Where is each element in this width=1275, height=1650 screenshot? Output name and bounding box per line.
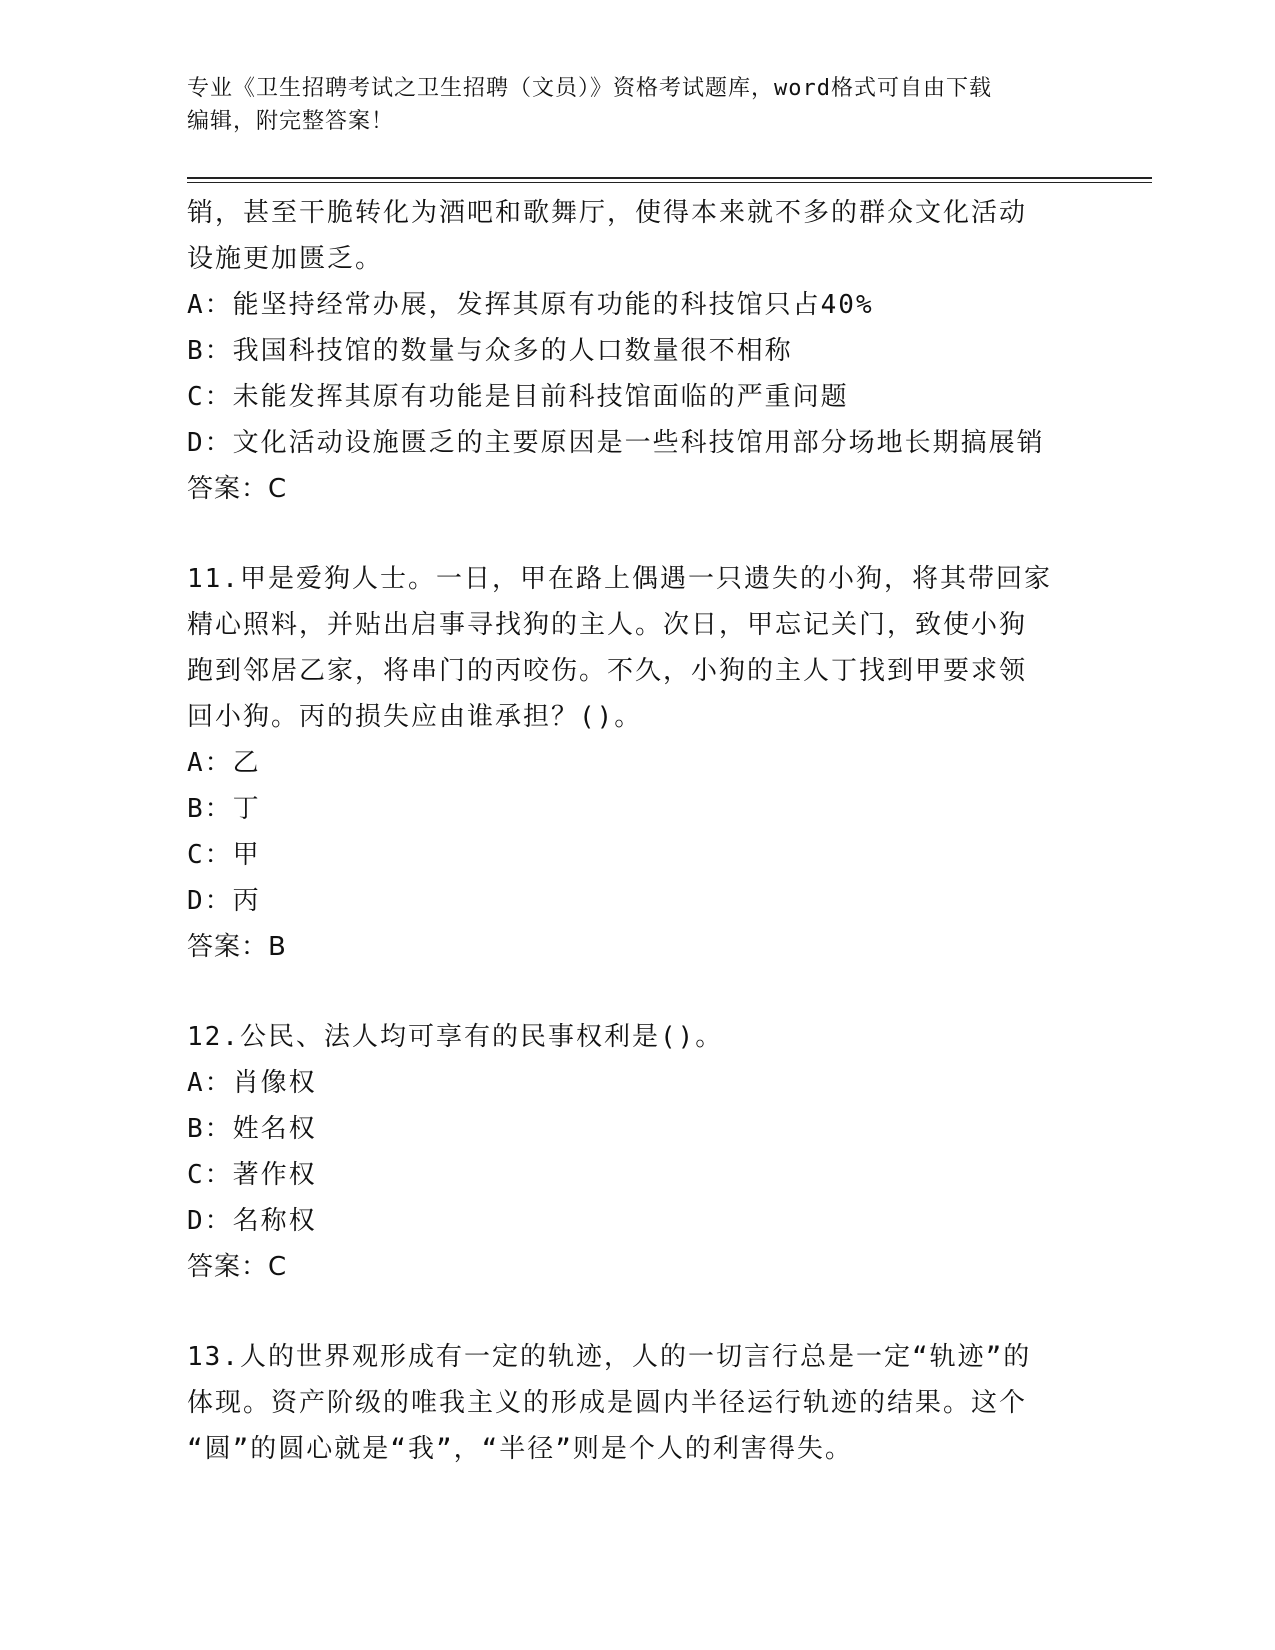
question-text-line: 精心照料，并贴出启事寻找狗的主人。次日，甲忘记关门，致使小狗 [187,610,1028,640]
option-d: D：名称权 [187,1206,317,1236]
option-b: B：姓名权 [187,1114,317,1144]
option-c: C：未能发挥其原有功能是目前科技馆面临的严重问题 [187,382,849,412]
option-d: D：文化活动设施匮乏的主要原因是一些科技馆用部分场地长期搞展销 [187,428,1045,458]
question-10-continued [187,190,1087,512]
header-title-line1: 专业《卫生招聘考试之卫生招聘（文员）》资格考试题库，word格式可自由下载 [187,76,992,101]
option-b: B：我国科技馆的数量与众多的人口数量很不相称 [187,336,793,366]
question-text-line: 跑到邻居乙家，将串门的丙咬伤。不久，小狗的主人丁找到甲要求领 [187,656,1028,686]
option-b: B：丁 [187,794,261,824]
option-c: C：著作权 [187,1160,317,1190]
question-text-line: 13.人的世界观形成有一定的轨迹，人的一切言行总是一定“轨迹”的 [187,1342,1032,1372]
answer-line: 答案：C [187,1252,288,1282]
option-c: C：甲 [187,840,261,870]
question-13 [187,1334,1087,1472]
question-text-line: “圆”的圆心就是“我”，“半径”则是个人的利害得失。 [187,1434,853,1464]
option-a: A：乙 [187,748,261,778]
document-header [187,72,1067,138]
option-a: A：能坚持经常办展，发挥其原有功能的科技馆只占40% [187,290,874,320]
question-text-line: 销，甚至干脆转化为酒吧和歌舞厅，使得本来就不多的群众文化活动 [187,198,1028,228]
header-rule-thin [187,182,1152,183]
question-text-line: 体现。资产阶级的唯我主义的形成是圆内半径运行轨迹的结果。这个 [187,1388,1028,1418]
answer-line: 答案：C [187,474,288,504]
question-11 [187,556,1087,970]
header-rule-thick [187,177,1152,179]
question-text-line: 设施更加匮乏。 [187,244,384,274]
question-12 [187,1014,1087,1290]
question-text-line: 11.甲是爱狗人士。一日，甲在路上偶遇一只遗失的小狗，将其带回家 [187,564,1052,594]
option-d: D：丙 [187,886,261,916]
question-text-line: 回小狗。丙的损失应由谁承担？()。 [187,702,643,732]
header-title-line2: 编辑，附完整答案！ [187,109,395,134]
question-text-line: 12.公民、法人均可享有的民事权利是()。 [187,1022,724,1052]
option-a: A：肖像权 [187,1068,317,1098]
document-body [187,190,1087,1472]
answer-line: 答案：B [187,932,287,962]
